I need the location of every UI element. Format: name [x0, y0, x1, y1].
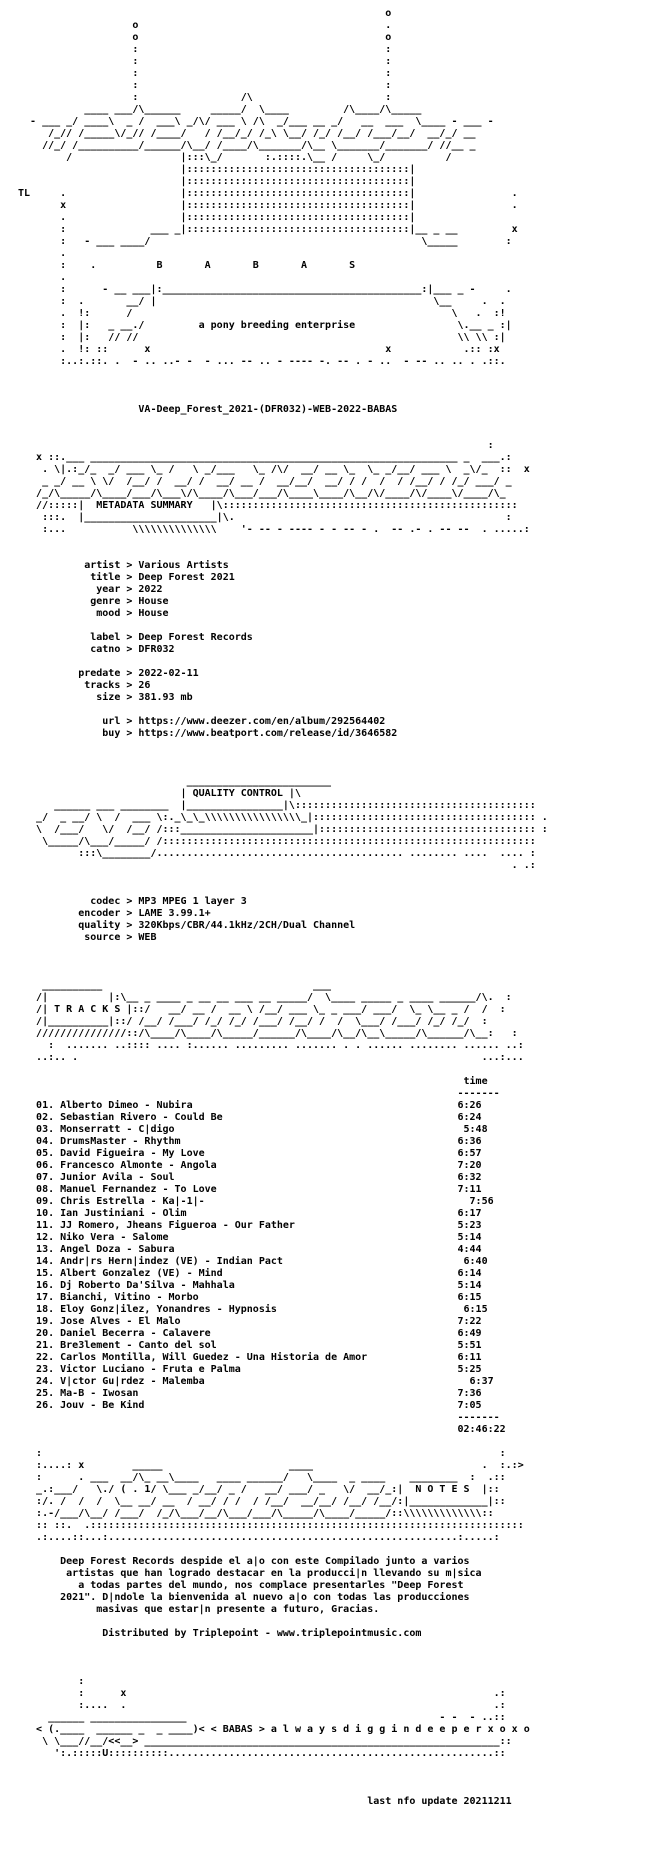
nfo-line: ':.:::::U::::::::::......................................................:: — [18, 1748, 506, 1759]
nfo-line: time — [18, 1076, 488, 1087]
nfo-line: 21. Bre3lement - Canto del sol 5:51 — [18, 1340, 482, 1351]
nfo-line: o . — [18, 20, 392, 31]
nfo-line — [18, 1616, 642, 1628]
nfo-line: 14. Andr|rs Hern|indez (VE) - Indian Pact 6:40 — [18, 1256, 488, 1267]
nfo-line: : /\ : — [18, 92, 392, 103]
nfo-line: 03. Monserratt - C|digo 5:48 — [18, 1124, 488, 1135]
nfo-line: Deep Forest Records despide el a|o con este Compilado junto a varios — [18, 1556, 470, 1567]
nfo-line: :... \\\\\\\\\\\\\\ '- -- - ---- - - -- - . -- .- . -- -- . .....: — [18, 524, 530, 535]
nfo-line: : ___ _|:::::::::::::::::::::::::::::::::::::|__ _ __ x — [18, 224, 518, 235]
nfo-line: VA-Deep_Forest_2021-(DFR032)-WEB-2022-BABAS — [18, 404, 398, 415]
nfo-line — [18, 1544, 642, 1556]
nfo-line: ..:.. . ...:... — [18, 1052, 524, 1063]
nfo-line: :/. / / / \__ __/ __ / __/ / / / /__/ __/__/ /__/ /__/:|_____________|:: — [18, 1496, 506, 1507]
nfo-line: \_____/\___/_____/ /:::::::::::::::::::::::::::::::::::::::::::::::::::::::::::::: — [18, 836, 536, 847]
nfo-line — [18, 752, 642, 764]
nfo-line — [18, 1784, 642, 1796]
nfo-line: 06. Francesco Almonte - Angola 7:20 — [18, 1160, 482, 1171]
nfo-line: 24. V|ctor Gu|rdez - Malemba 6:37 — [18, 1376, 494, 1387]
nfo-line: \ /___/ \/ /__/ /:::______________________|:::::::::::::::::::::::::::::::::::: : — [18, 824, 548, 835]
nfo-line — [18, 968, 642, 980]
nfo-line — [18, 416, 642, 428]
nfo-line: predate > 2022-02-11 — [18, 668, 199, 679]
nfo-line: < (.____ ______ _ _ ____)< < BABAS > a l w a y s d i g g i n d e e p e r x o x o — [18, 1724, 530, 1735]
nfo-line: artist > Various Artists — [18, 560, 229, 571]
nfo-text — [18, 8, 642, 1808]
nfo-line — [18, 1640, 642, 1652]
nfo-line: : . B A B A S — [18, 260, 356, 271]
nfo-line: 02. Sebastian Rivero - Could Be 6:24 — [18, 1112, 482, 1123]
nfo-line — [18, 872, 642, 884]
nfo-line: : |: _ __./ a pony breeding enterprise \.__ _ :| — [18, 320, 512, 331]
nfo-line: 05. David Figueira - My Love 6:57 — [18, 1148, 482, 1159]
nfo-line: : : — [18, 1448, 506, 1459]
nfo-line: 18. Eloy Gonz|ilez, Yonandres - Hypnosis 6:15 — [18, 1304, 488, 1315]
nfo-line: 19. Jose Alves - El Malo 7:22 — [18, 1316, 482, 1327]
nfo-line: |:::::::::::::::::::::::::::::::::::::| — [18, 164, 416, 175]
nfo-line: 15. Albert Gonzalez (VE) - Mind 6:14 — [18, 1268, 482, 1279]
nfo-line: genre > House — [18, 596, 169, 607]
nfo-line: ______ ___ ________ |________________|\:::::::::::::::::::::::::::::::::::::::: — [18, 800, 536, 811]
nfo-line: 23. Victor Luciano - Fruta e Palma 5:25 — [18, 1364, 482, 1375]
nfo-line: : - __ ___|:___________________________________________:|___ _ - . — [18, 284, 512, 295]
nfo-line: \ \___//__/<<__> ___________________________________________________________:: — [18, 1736, 512, 1747]
nfo-line: - ___ _/ ____\ _ / ___\ _/\/ ___ \ /\ _/___ __ _/ __ ___ \____ - ___ - — [18, 116, 494, 127]
nfo-line: year > 2022 — [18, 584, 163, 595]
nfo-line: / |:::\_/ :.::::.\__ / \_/ / — [18, 152, 452, 163]
nfo-line: 13. Angel Doza - Sabura 4:44 — [18, 1244, 482, 1255]
nfo-line: : — [18, 1676, 85, 1687]
nfo-line: : ....... ..:::: .... :...... ......... ....... . . ...... ........ ...... ..: — [18, 1040, 524, 1051]
nfo-line: buy > https://www.beatport.com/release/id/3646582 — [18, 728, 398, 739]
nfo-line: url > https://www.deezer.com/en/album/292564402 — [18, 716, 386, 727]
nfo-line: quality > 320Kbps/CBR/44.1kHz/2CH/Dual Channel — [18, 920, 356, 931]
nfo-line — [18, 956, 642, 968]
nfo-line: : — [18, 440, 494, 451]
nfo-line — [18, 704, 642, 716]
nfo-line: 17. Bianchi, Vitino - Morbo 6:15 — [18, 1292, 482, 1303]
nfo-line: ________________________ — [18, 776, 332, 787]
nfo-line: artistas que han logrado destacar en la producci|n llevando su m|sica — [18, 1568, 482, 1579]
nfo-line: |:::::::::::::::::::::::::::::::::::::| — [18, 176, 416, 187]
nfo-line: : x .: — [18, 1688, 506, 1699]
nfo-line: //:::::| METADATA SUMMARY |\::::::::::::::::::::::::::::::::::::::::::::::::: — [18, 500, 518, 511]
nfo-line — [18, 884, 642, 896]
nfo-line: :.-/___/\__/ /___/ /_/\___/__/\___/___/\_____/\____/_____/::\\\\\\\\\\\\\:: — [18, 1508, 494, 1519]
nfo-line: :....: x _____ ____ . :.:> — [18, 1460, 524, 1471]
nfo-line: tracks > 26 — [18, 680, 151, 691]
nfo-line — [18, 1664, 642, 1676]
nfo-line: :.... . .: — [18, 1700, 506, 1711]
nfo-line — [18, 380, 642, 392]
nfo-line — [18, 620, 642, 632]
nfo-line — [18, 368, 642, 380]
nfo-line — [18, 764, 642, 776]
nfo-line: 04. DrumsMaster - Rhythm 6:36 — [18, 1136, 482, 1147]
nfo-line: . \|.:_/_ _/ ___ \_ / \ _/___ \_ /\/ __/ __ \_ \_ _/__/ ___ \ _\/_ :: x — [18, 464, 530, 475]
nfo-line: .:....::...:..........................................................:.....: — [18, 1532, 500, 1543]
nfo-line: :::. |______________________|\. : — [18, 512, 512, 523]
nfo-line: _/ _ __/ \ / ___ \:._\_\_\\\\\\\\\\\\\\\\_|::::::::::::::::::::::::::::::::::::: . — [18, 812, 548, 823]
nfo-line: codec > MP3 MPEG 1 layer 3 — [18, 896, 247, 907]
nfo-line — [18, 1652, 642, 1664]
nfo-line: masivas que estar|n presente a futuro, Gracias. — [18, 1604, 380, 1615]
nfo-line: /| T R A C K S |::/ __/ __ / __ \ /__/ ___ \_ _ ___/ ___/ \_ \__ _ / / : — [18, 1004, 506, 1015]
nfo-line: ------- — [18, 1088, 500, 1099]
nfo-line: . !: :: x x .:: :x — [18, 344, 500, 355]
nfo-line: : . __/ | \__ . . — [18, 296, 506, 307]
nfo-line: 07. Junior Avila - Soul 6:32 — [18, 1172, 482, 1183]
nfo-line: : . ___ __/\_ __\____ ____ ______/ \____ _ ____ ________ : .:: — [18, 1472, 506, 1483]
nfo-line — [18, 1772, 642, 1784]
nfo-line: . !: / \ . :! — [18, 308, 506, 319]
nfo-line: . |:::::::::::::::::::::::::::::::::::::| — [18, 212, 416, 223]
nfo-line: _ _/ __ \ \/ /__/ / __/ / __/ __ / __/__/ __/ / / / / /__/ / /_/ ___/ _ — [18, 476, 512, 487]
nfo-line: /_// /_____\/_// /____/ / /__/_/ /_\ \__/ /_/ /__/ /___/__/ __/_/ __ — [18, 128, 476, 139]
nfo-line: _.:___/ \./ ( . 1/ \___ _/__/ _ / __/ ___/ _ \/ __/_:| N O T E S |:: — [18, 1484, 500, 1495]
nfo-line: 08. Manuel Fernandez - To Love 7:11 — [18, 1184, 482, 1195]
nfo-line: : : — [18, 56, 392, 67]
nfo-line: ///////////////::/\____/\____/\_____/______/\____/\__/\__\_____/\______/\__: : — [18, 1028, 518, 1039]
nfo-line: 12. Niko Vera - Salome 5:14 — [18, 1232, 482, 1243]
nfo-line: /| |:\__ _ ____ _ __ __ ___ __ _____/ \____ _____ _ ____ ______/\. : — [18, 992, 512, 1003]
nfo-line: : |: // // \\ \\ :| — [18, 332, 506, 343]
nfo-line: : : — [18, 44, 392, 55]
nfo-line: 11. JJ Romero, Jheans Figueroa - Our Father 5:23 — [18, 1220, 482, 1231]
nfo-line — [18, 392, 642, 404]
nfo-line: 25. Ma-B - Iwosan 7:36 — [18, 1388, 482, 1399]
nfo-line: //_/ /__________/______/\__/ /____/\_______/\__ \_______/_______/ //__ _ — [18, 140, 476, 151]
nfo-line: last nfo update 20211211 — [18, 1796, 512, 1807]
nfo-line: encoder > LAME 3.99.1+ — [18, 908, 211, 919]
nfo-line: 10. Ian Justiniani - Olim 6:17 — [18, 1208, 482, 1219]
nfo-line: Distributed by Triplepoint - www.triplepointmusic.com — [18, 1628, 422, 1639]
nfo-line: source > WEB — [18, 932, 157, 943]
nfo-line — [18, 740, 642, 752]
nfo-line: 26. Jouv - Be Kind 7:05 — [18, 1400, 482, 1411]
nfo-line — [18, 1064, 642, 1076]
nfo-line: __________ ___ — [18, 980, 332, 991]
nfo-line: size > 381.93 mb — [18, 692, 193, 703]
nfo-line: /_/\_____/\____/___/\___\/\____/\___/___/\____\____/\__/\/____/\/____\/____/\_ — [18, 488, 506, 499]
nfo-line: . .: — [18, 860, 536, 871]
nfo-line: 02:46:22 — [18, 1424, 506, 1435]
nfo-line: TL . |:::::::::::::::::::::::::::::::::::::| . — [18, 188, 518, 199]
nfo-line: 01. Alberto Dimeo - Nubira 6:26 — [18, 1100, 482, 1111]
nfo-line: : : — [18, 80, 392, 91]
nfo-line: a todas partes del mundo, nos complace presentarles "Deep Forest — [18, 1580, 464, 1591]
nfo-line: 20. Daniel Becerra - Calavere 6:49 — [18, 1328, 482, 1339]
nfo-line: 16. Dj Roberto Da'Silva - Mahhala 5:14 — [18, 1280, 482, 1291]
nfo-line: x ::.___ _____________________________________________________________ _ ___.: — [18, 452, 512, 463]
nfo-line: o o — [18, 32, 392, 43]
nfo-line: :: ::. .:::::::::::::::::::::::::::::::::::::::::::::::::::::::::::::::::::::::: — [18, 1520, 524, 1531]
nfo-line: o — [18, 8, 392, 19]
nfo-line: . — [18, 272, 67, 283]
nfo-line: : : — [18, 68, 392, 79]
nfo-line — [18, 536, 642, 548]
nfo-line: mood > House — [18, 608, 169, 619]
nfo-line — [18, 944, 642, 956]
nfo-line: 2021". D|ndole la bienvenida al nuevo a|o con todas las producciones — [18, 1592, 470, 1603]
nfo-line — [18, 548, 642, 560]
nfo-line: 09. Chris Estrella - Ka|-1|- 7:56 — [18, 1196, 494, 1207]
nfo-line: 22. Carlos Montilla, Will Guedez - Una Historia de Amor 6:11 — [18, 1352, 482, 1363]
nfo-line: :::\________/......................................... ........ .... .... : — [18, 848, 536, 859]
nfo-line: : - ___ ____/ \_____ : — [18, 236, 512, 247]
nfo-line: catno > DFR032 — [18, 644, 175, 655]
nfo-line: | QUALITY CONTROL |\ — [18, 788, 301, 799]
nfo-line: title > Deep Forest 2021 — [18, 572, 235, 583]
nfo-line — [18, 1436, 642, 1448]
nfo-line: x |:::::::::::::::::::::::::::::::::::::| . — [18, 200, 518, 211]
nfo-line: :..:.::. . - .. ..- - - ... -- .. - ---- -. -- . - .. - -- .. .. . .::. — [18, 356, 506, 367]
nfo-line: ______ ________________ - - - ..:: — [18, 1712, 506, 1723]
nfo-line: . — [18, 248, 67, 259]
nfo-line: /|__________|::/ /__/ /___/ /_/ /_/ /___/ /__/ / / \___/ /___/ /_/ /_/ : — [18, 1016, 488, 1027]
nfo-line: label > Deep Forest Records — [18, 632, 253, 643]
nfo-line: ____ ___/\______ _____/ \____ /\____/\_____ — [18, 104, 422, 115]
nfo-line — [18, 1760, 642, 1772]
nfo-line — [18, 656, 642, 668]
nfo-line — [18, 428, 642, 440]
nfo-line: ------- — [18, 1412, 500, 1423]
